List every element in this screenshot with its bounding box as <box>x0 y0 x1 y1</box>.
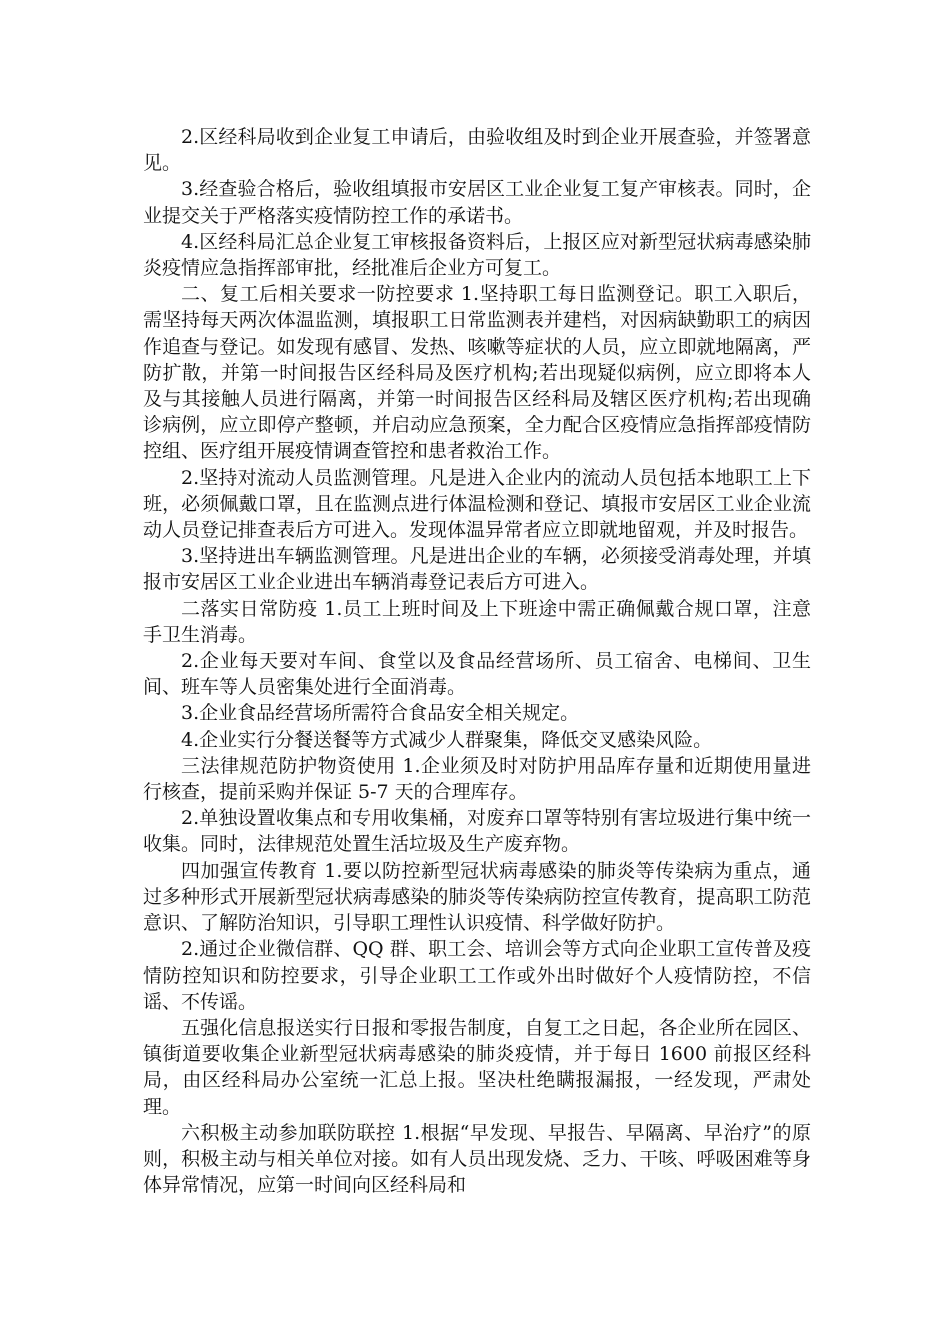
document-body <box>143 124 811 1198</box>
paragraph-8: 2.企业每天要对车间、食堂以及食品经营场所、员工宿舍、电梯间、卫生间、班车等人员密集处进行全面消毒。 <box>143 650 811 699</box>
section-paragraph-reporting: 五强化信息报送实行日报和零报告制度，自复工之日起，各企业所在园区、镇街道要收集企业新型冠状病毒感染的肺炎疫情，并于每日 1600 前报区经科局，由区经科局办公室统一汇总上报。坚决杜绝瞒报漏报，一经发现，严肃处理。 <box>143 1016 811 1118</box>
section-paragraph-joint-control: 六积极主动参加联防联控 1.根据“早发现、早报告、早隔离、早治疗”的原则，积极主动与相关单位对接。如有人员出现发烧、乏力、干咳、呼吸困难等身体异常情况，应第一时间向区经科局和 <box>143 1121 811 1197</box>
paragraph-12: 2.单独设置收集点和专用收集桶，对废弃口罩等特别有害垃圾进行集中统一收集。同时，法律规范处置生活垃圾及生产废弃物。 <box>143 807 811 856</box>
paragraph-10: 4.企业实行分餐送餐等方式减少人群聚集，降低交叉感染风险。 <box>181 728 713 751</box>
paragraph-2: 3.经查验合格后，验收组填报市安居区工业企业复工复产审核表。同时，企业提交关于严格落实疫情防控工作的承诺书。 <box>143 178 811 227</box>
section-paragraph-daily-prevention: 二落实日常防疫 1.员工上班时间及上下班途中需正确佩戴合规口罩，注意手卫生消毒。 <box>143 597 811 646</box>
paragraph-9: 3.企业食品经营场所需符合食品安全相关规定。 <box>181 702 580 725</box>
paragraph-14: 2.通过企业微信群、QQ 群、职工会、培训会等方式向企业职工宣传普及疫情防控知识和防控要求，引导企业职工工作或外出时做好个人疫情防控，不信谣、不传谣。 <box>143 938 811 1013</box>
paragraph-1: 2.区经科局收到企业复工申请后，由验收组及时到企业开展查验，并签署意见。 <box>143 126 811 175</box>
paragraph-3: 4.区经科局汇总企业复工审核报备资料后，上报区应对新型冠状病毒感染肺炎疫情应急指挥部审批，经批准后企业方可复工。 <box>143 230 811 280</box>
section-paragraph-education: 四加强宣传教育 1.要以防控新型冠状病毒感染的肺炎等传染病为重点，通过多种形式开展新型冠状病毒感染的肺炎等传染病防控宣传教育，提高职工防范意识、了解防治知识，引导职工理性认识疫情、科学做好防护。 <box>143 859 811 935</box>
paragraph-6: 3.坚持进出车辆监测管理。凡是进出企业的车辆，必须接受消毒处理，并填报市安居区工业企业进出车辆消毒登记表后方可进入。 <box>143 545 811 594</box>
section-paragraph-protective-supplies: 三法律规范防护物资使用 1.企业须及时对防护用品库存量和近期使用量进行核查，提前采购并保证 5-7 天的合理库存。 <box>143 754 811 804</box>
paragraph-5: 2.坚持对流动人员监测管理。凡是进入企业内的流动人员包括本地职工上下班，必须佩戴口罩，且在监测点进行体温检测和登记、填报市安居区工业企业流动人员登记排查表后方可进入。发现体温异常者应立即就地留观，并及时报告。 <box>143 466 811 542</box>
section-heading-paragraph-two: 二、复工后相关要求一防控要求 1.坚持职工每日监测登记。职工入职后，需坚持每天两次体温监测，填报职工日常监测表并建档，对因病缺勤职工的病因作追查与登记。如发现有感冒、发热、咳嗽等症状的人员，应立即就地隔离，严防扩散，并第一时间报告区经科局及医疗机构;若出现疑似病例，应立即将本人及与其接触人员进行隔离，并第一时间报告区经科局及辖区医疗机构;若出现确诊病例，应立即停产整顿，并启动应急预案，全力配合区疫情应急指挥部疫情防控组、医疗组开展疫情调查管控和患者救治工作。 <box>143 283 811 463</box>
